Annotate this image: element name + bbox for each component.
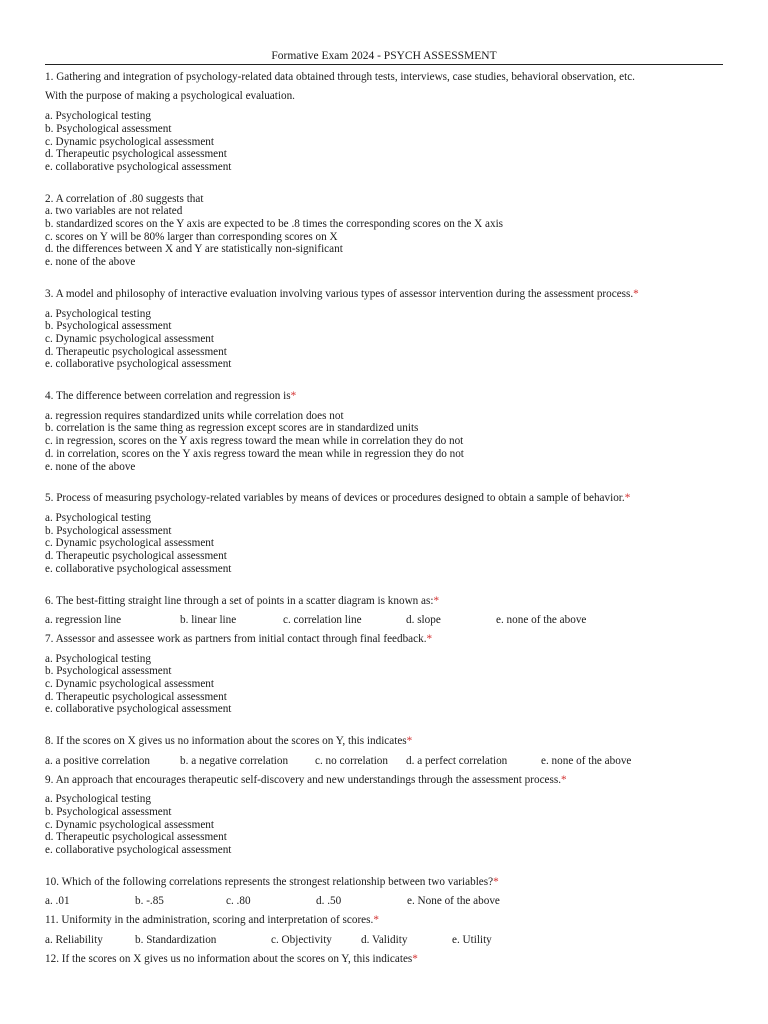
answer-option[interactable]: c. scores on Y will be 80% larger than corresponding scores on X (45, 230, 338, 243)
answer-option[interactable]: e. collaborative psychological assessment (45, 358, 232, 371)
answer-option[interactable]: b. Psychological assessment (45, 805, 172, 818)
required-marker: * (633, 287, 639, 300)
question-text: 1. Gathering and integration of psychology-related data obtained through tests, interviews, case studies, behavioral observation, etc. (45, 70, 635, 83)
answer-option[interactable]: c. Dynamic psychological assessment (45, 537, 215, 550)
answer-options (45, 110, 723, 174)
answer-option[interactable]: e. collaborative psychological assessment (45, 562, 232, 575)
answer-options (45, 512, 723, 576)
answer-option[interactable]: b. Psychological assessment (45, 122, 172, 135)
answer-option[interactable]: c. Dynamic psychological assessment (45, 135, 215, 148)
answer-option[interactable]: d. the differences between X and Y are statistically non-significant (45, 243, 343, 256)
question-text: 4. The difference between correlation and regression is* (45, 390, 297, 403)
answer-option[interactable]: e. none of the above (45, 460, 136, 473)
question-note: With the purpose of making a psychological evaluation. (45, 90, 295, 103)
answer-option[interactable]: d. .50 (316, 895, 342, 908)
required-marker: * (412, 952, 418, 965)
answer-options (45, 410, 723, 474)
question-text: 6. The best-fitting straight line through a set of points in a scatter diagram is known as:* (45, 594, 440, 607)
answer-option[interactable]: c. Dynamic psychological assessment (45, 678, 215, 691)
answer-option[interactable]: a. regression line (45, 614, 122, 627)
answer-option[interactable]: a. a positive correlation (45, 754, 150, 767)
answer-option[interactable]: a. Reliability (45, 933, 103, 946)
question-3 (45, 288, 723, 371)
question-text: 12. If the scores on X gives us no information about the scores on Y, this indicates* (45, 952, 418, 965)
question-text: 5. Process of measuring psychology-related variables by means of devices or procedures designed to obtain a sample of behavior.* (45, 492, 631, 505)
answer-option[interactable]: c. Objectivity (271, 933, 332, 946)
required-marker: * (406, 735, 413, 748)
question-text: 9. An approach that encourages therapeutic self-discovery and new understandings through the assessment process.* (45, 773, 567, 786)
answer-options (45, 653, 723, 717)
question-11 (45, 914, 723, 946)
question-text: 8. If the scores on X gives us no information about the scores on Y, this indicates* (45, 735, 413, 748)
answer-option[interactable]: a. Psychological testing (45, 110, 151, 123)
answer-options (45, 793, 723, 857)
answer-option[interactable]: b. Standardization (135, 933, 217, 946)
answer-option[interactable]: d. slope (406, 614, 441, 627)
answer-option[interactable]: c. correlation line (283, 614, 362, 627)
question-text: 10. Which of the following correlations represents the strongest relationship between two variables?* (45, 875, 499, 888)
answer-options (45, 934, 723, 947)
answer-options (45, 614, 723, 627)
answer-option[interactable]: a. Psychological testing (45, 511, 151, 524)
answer-option[interactable]: d. Therapeutic psychological assessment (45, 148, 227, 161)
question-4 (45, 390, 723, 473)
answer-option[interactable]: e. none of the above (45, 256, 136, 269)
question-12 (45, 953, 723, 966)
answer-option[interactable]: b. standardized scores on the Y axis are expected to be .8 times the corresponding scores on the X axis (45, 218, 504, 231)
answer-option[interactable]: e. Utility (452, 933, 492, 946)
answer-option[interactable]: d. Therapeutic psychological assessment (45, 345, 227, 358)
answer-option[interactable]: e. none of the above (541, 754, 632, 767)
answer-option[interactable]: e. collaborative psychological assessment (45, 844, 232, 857)
answer-option[interactable]: b. Psychological assessment (45, 320, 172, 333)
answer-option[interactable]: e. collaborative psychological assessment (45, 160, 232, 173)
required-marker: * (493, 875, 499, 888)
answer-option[interactable]: b. Psychological assessment (45, 665, 172, 678)
question-2 (45, 193, 723, 269)
question-7 (45, 633, 723, 716)
answer-option[interactable]: c. .80 (226, 895, 251, 908)
answer-option[interactable]: c. Dynamic psychological assessment (45, 332, 215, 345)
required-marker: * (561, 773, 567, 786)
answer-option[interactable]: b. a negative correlation (180, 754, 289, 767)
answer-option[interactable]: d. a perfect correlation (406, 754, 508, 767)
question-text: 2. A correlation of .80 suggests that (45, 192, 204, 205)
answer-option[interactable]: c. Dynamic psychological assessment (45, 818, 215, 831)
answer-option[interactable]: b. linear line (180, 614, 237, 627)
answer-option[interactable]: c. no correlation (315, 754, 388, 767)
required-marker: * (426, 632, 433, 645)
question-9 (45, 774, 723, 857)
required-marker: * (290, 390, 297, 403)
answer-option[interactable]: a. two variables are not related (45, 205, 183, 218)
required-marker: * (433, 594, 440, 607)
answer-option[interactable]: a. Psychological testing (45, 307, 151, 320)
answer-options (45, 205, 723, 269)
answer-option[interactable]: a. Psychological testing (45, 652, 151, 665)
page-title: Formative Exam 2024 - PSYCH ASSESSMENT (45, 50, 723, 65)
answer-option[interactable]: b. correlation is the same thing as regression except scores are in standardized units (45, 422, 419, 435)
question-5 (45, 492, 723, 575)
answer-options (45, 895, 723, 908)
answer-option[interactable]: e. collaborative psychological assessment (45, 703, 232, 716)
question-text: 7. Assessor and assessee work as partners from initial contact through final feedback.* (45, 632, 433, 645)
question-6 (45, 595, 723, 627)
question-1 (45, 71, 723, 174)
answer-option[interactable]: e. None of the above (407, 895, 500, 908)
answer-option[interactable]: e. none of the above (496, 614, 587, 627)
answer-options (45, 755, 723, 768)
answer-option[interactable]: a. regression requires standardized units while correlation does not (45, 409, 344, 422)
answer-option[interactable]: d. in correlation, scores on the Y axis regress toward the mean while in regression they do not (45, 447, 464, 460)
answer-option[interactable]: b. -.85 (135, 895, 164, 908)
question-8 (45, 735, 723, 767)
answer-option[interactable]: c. in regression, scores on the Y axis regress toward the mean while in correlation they do not (45, 435, 464, 448)
answer-option[interactable]: d. Therapeutic psychological assessment (45, 550, 227, 563)
question-10 (45, 876, 723, 908)
answer-option[interactable]: a. .01 (45, 895, 70, 908)
answer-options (45, 308, 723, 372)
answer-option[interactable]: d. Validity (361, 933, 408, 946)
answer-option[interactable]: d. Therapeutic psychological assessment (45, 831, 227, 844)
question-text: 11. Uniformity in the administration, scoring and interpretation of scores.* (45, 914, 379, 927)
required-marker: * (373, 914, 379, 927)
answer-option[interactable]: b. Psychological assessment (45, 524, 172, 537)
answer-option[interactable]: a. Psychological testing (45, 793, 151, 806)
required-marker: * (624, 492, 631, 505)
question-text: 3. A model and philosophy of interactive evaluation involving various types of assessor intervention during the assessment process.* (45, 287, 639, 300)
exam-page (45, 50, 723, 972)
answer-option[interactable]: d. Therapeutic psychological assessment (45, 690, 227, 703)
